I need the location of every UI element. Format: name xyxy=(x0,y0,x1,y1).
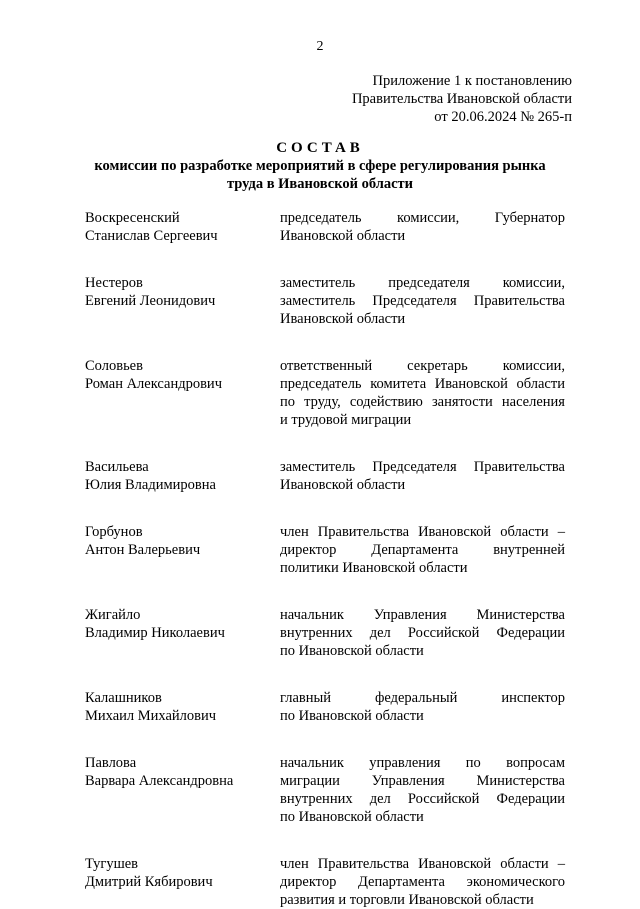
member-row xyxy=(85,689,565,725)
member-row xyxy=(85,209,565,245)
appendix-line: Правительства Ивановской области xyxy=(351,91,572,107)
member-surname: Соловьев xyxy=(85,358,143,374)
role-line: по Ивановской области xyxy=(280,809,424,825)
member-row xyxy=(85,606,565,660)
member-row xyxy=(85,458,565,494)
role-line: директор Департамента экономического xyxy=(280,874,565,890)
member-surname: Калашников xyxy=(85,690,162,706)
member-given-names: Михаил Михайлович xyxy=(85,708,217,724)
member-surname: Горбунов xyxy=(85,524,143,540)
subtitle-line: комиссии по разработке мероприятий в сфере регулирования рынка xyxy=(94,158,546,174)
role-line: член Правительства Ивановской области – xyxy=(280,856,565,872)
member-surname: Павлова xyxy=(85,755,137,771)
role-line: внутренних дел Российской Федерации xyxy=(280,625,565,641)
role-line: внутренних дел Российской Федерации xyxy=(280,791,565,807)
role-line: заместитель Председателя Правительства xyxy=(280,293,565,309)
member-row xyxy=(85,274,565,328)
appendix-reference xyxy=(252,72,572,126)
member-given-names: Варвара Александровна xyxy=(85,773,234,789)
role-line: по труду, содействию занятости населения xyxy=(280,394,565,410)
role-line: член Правительства Ивановской области – xyxy=(280,524,565,540)
member-role xyxy=(280,209,565,245)
role-line: и трудовой миграции xyxy=(280,412,412,428)
role-line: ответственный секретарь комиссии, xyxy=(280,358,565,374)
member-role xyxy=(280,606,565,660)
role-line: миграции Управления Министерства xyxy=(280,773,565,789)
member-role xyxy=(280,274,565,328)
member-row xyxy=(85,855,565,909)
member-given-names: Юлия Владимировна xyxy=(85,477,216,493)
subtitle-line: труда в Ивановской области xyxy=(226,176,414,192)
member-role xyxy=(280,855,565,909)
member-name xyxy=(85,357,280,429)
member-name xyxy=(85,209,280,245)
member-row xyxy=(85,357,565,429)
member-surname: Тугушев xyxy=(85,856,139,872)
role-line: заместитель председателя комиссии, xyxy=(280,275,565,291)
appendix-line: Приложение 1 к постановлению xyxy=(372,73,572,89)
member-role xyxy=(280,458,565,494)
member-name xyxy=(85,606,280,660)
role-line: по Ивановской области xyxy=(280,643,424,659)
role-line: Ивановской области xyxy=(280,311,406,327)
role-line: политики Ивановской области xyxy=(280,560,468,576)
role-line: по Ивановской области xyxy=(280,708,424,724)
member-given-names: Владимир Николаевич xyxy=(85,625,225,641)
role-line: председатель комиссии, Губернатор xyxy=(280,210,565,226)
member-surname: Жигайло xyxy=(85,607,141,623)
member-given-names: Антон Валерьевич xyxy=(85,542,201,558)
role-line: начальник управления по вопросам xyxy=(280,755,565,771)
member-name xyxy=(85,458,280,494)
member-name xyxy=(85,855,280,909)
member-given-names: Роман Александрович xyxy=(85,376,222,392)
member-row xyxy=(85,523,565,577)
member-given-names: Станислав Сергеевич xyxy=(85,228,218,244)
member-role xyxy=(280,689,565,725)
role-line: Ивановской области xyxy=(280,477,406,493)
document-subtitle xyxy=(80,157,560,193)
member-row xyxy=(85,754,565,826)
role-line: директор Департамента внутренней xyxy=(280,542,565,558)
role-line: развития и торговли Ивановской области xyxy=(280,892,534,908)
role-line: Ивановской области xyxy=(280,228,406,244)
member-surname: Нестеров xyxy=(85,275,143,291)
member-name xyxy=(85,754,280,826)
members-list xyxy=(85,209,565,909)
member-name xyxy=(85,523,280,577)
appendix-line: от 20.06.2024 № 265-п xyxy=(434,109,572,125)
member-role xyxy=(280,357,565,429)
role-line: заместитель Председателя Правительства xyxy=(280,459,565,475)
member-given-names: Евгений Леонидович xyxy=(85,293,216,309)
document-title: СОСТАВ xyxy=(276,140,364,156)
member-name xyxy=(85,689,280,725)
member-role xyxy=(280,754,565,826)
member-role xyxy=(280,523,565,577)
member-surname: Воскресенский xyxy=(85,210,180,226)
member-given-names: Дмитрий Кябирович xyxy=(85,874,213,890)
role-line: председатель комитета Ивановской области xyxy=(280,376,565,392)
member-name xyxy=(85,274,280,328)
role-line: главный федеральный инспектор xyxy=(280,690,565,706)
member-surname: Васильева xyxy=(85,459,149,475)
role-line: начальник Управления Министерства xyxy=(280,607,565,623)
page-number: 2 xyxy=(316,39,324,54)
